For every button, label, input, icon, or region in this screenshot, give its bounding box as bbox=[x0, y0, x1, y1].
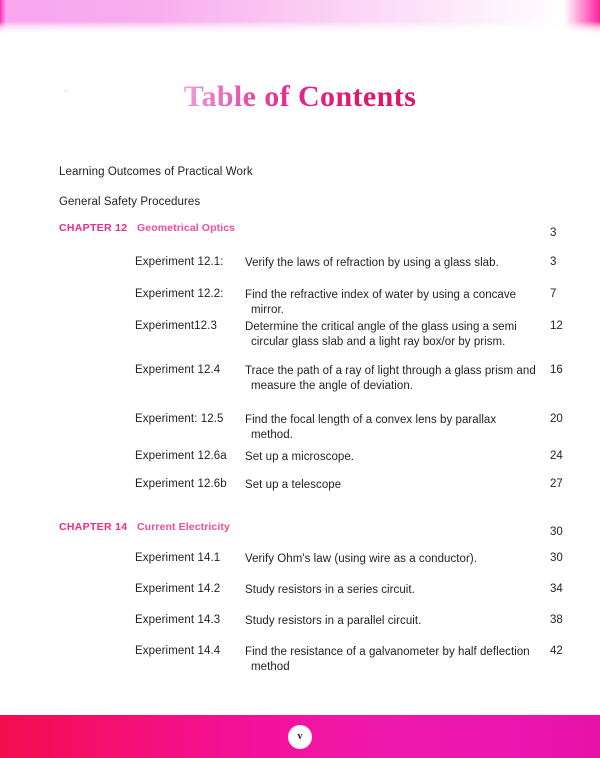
entry-page-number: 20 bbox=[550, 413, 563, 425]
entry-label: Experiment 12.6a bbox=[135, 450, 227, 462]
entry-label: Experiment: 12.5 bbox=[135, 413, 224, 425]
chapter-heading-row[interactable] bbox=[59, 222, 559, 238]
entry-description: Verify Ohm's law (using wire as a conductor). bbox=[245, 553, 477, 565]
entry-label: Experiment 14.3 bbox=[135, 614, 221, 626]
entry-label: Experiment12.3 bbox=[135, 320, 217, 332]
page-number-text: v bbox=[297, 731, 303, 742]
entry-description: Study resistors in a parallel circuit. bbox=[245, 615, 422, 627]
entry-page-number: 34 bbox=[550, 583, 563, 595]
entry-description: Study resistors in a series circuit. bbox=[245, 584, 415, 596]
entry-page-number: 3 bbox=[550, 256, 557, 268]
chapter-heading-row[interactable] bbox=[59, 521, 563, 538]
entry-page-number: 7 bbox=[550, 288, 557, 300]
page-number-badge bbox=[288, 725, 312, 749]
footer-bar bbox=[0, 715, 600, 758]
page-title-wrap bbox=[0, 80, 600, 114]
top-band-fade bbox=[0, 22, 600, 40]
entry-description: Set up a microscope. bbox=[245, 451, 355, 463]
entry-page-number: 24 bbox=[550, 450, 563, 462]
chapter-title: Current Electricity bbox=[137, 521, 230, 533]
entry-page-number: 12 bbox=[550, 320, 563, 332]
entry-label: Experiment 12.1: bbox=[135, 256, 224, 268]
chapter-label: CHAPTER 14 bbox=[59, 521, 128, 533]
entry-page-number: 27 bbox=[550, 478, 563, 490]
chapter-page-number: 3 bbox=[550, 227, 557, 239]
entry-label: Experiment 12.2: bbox=[135, 288, 224, 300]
entry-label: Experiment 14.4 bbox=[135, 645, 221, 657]
page-title: Table of Contents bbox=[183, 80, 417, 113]
entry-description: Trace the path of a ray of light through a glass prism and measure the angle of deviation. bbox=[245, 365, 536, 392]
front-matter-item-1: General Safety Procedures bbox=[59, 196, 201, 208]
entry-page-number: 38 bbox=[550, 614, 563, 626]
entry-description: Find the resistance of a galvanometer by half deflection method bbox=[245, 646, 530, 673]
entry-page-number: 30 bbox=[550, 552, 563, 564]
entry-description: Verify the laws of refraction by using a glass slab. bbox=[245, 257, 499, 269]
entry-label: Experiment 14.2 bbox=[135, 583, 221, 595]
entry-page-number: 42 bbox=[550, 645, 563, 657]
entry-description: Set up a telescope bbox=[245, 479, 342, 491]
entry-label: Experiment 12.4 bbox=[135, 364, 221, 376]
entry-description: Find the refractive index of water by using a concave mirror. bbox=[245, 289, 517, 316]
entry-label: Experiment 12.6b bbox=[135, 478, 227, 490]
entry-label: Experiment 14.1 bbox=[135, 552, 221, 564]
chapter-label: CHAPTER 12 bbox=[59, 222, 128, 234]
front-matter-item-0: Learning Outcomes of Practical Work bbox=[59, 166, 253, 178]
entry-description: Find the focal length of a convex lens by parallax method. bbox=[245, 414, 497, 441]
entry-description: Determine the critical angle of the glass using a semi circular glass slab and a light ray box/or by prism. bbox=[245, 321, 517, 348]
entry-page-number: 16 bbox=[550, 364, 563, 376]
chapter-page-number: 30 bbox=[550, 526, 563, 538]
chapter-title: Geometrical Optics bbox=[137, 222, 236, 234]
